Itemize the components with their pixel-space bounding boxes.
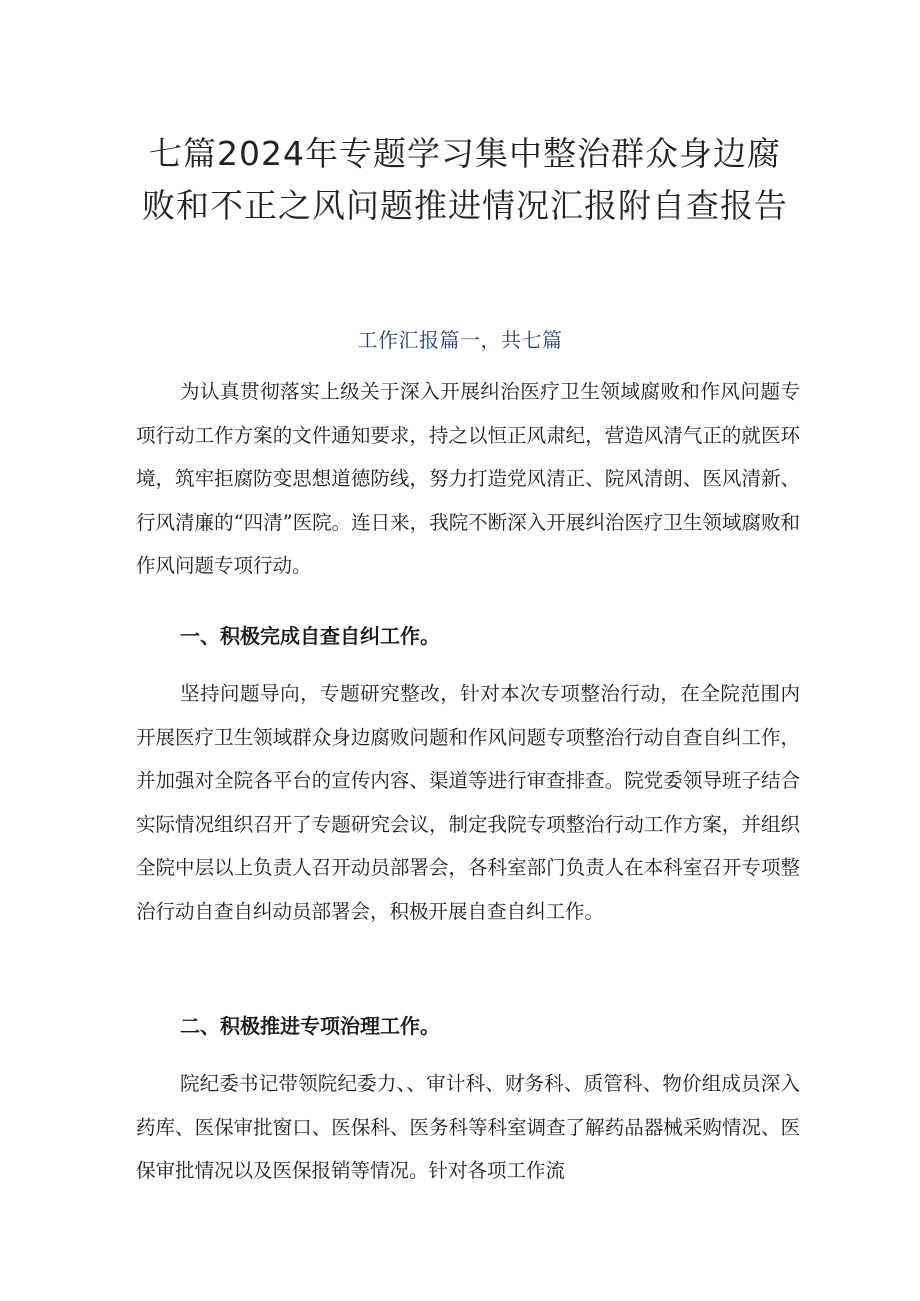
document-subtitle: 工作汇报篇一，共七篇	[357, 328, 563, 352]
section-heading-1: 一、积极完成自查自纠工作。	[180, 624, 440, 648]
section-heading-2: 二、积极推进专项治理工作。	[180, 1014, 440, 1038]
paragraph-intro: 为认真贯彻落实上级关于深入开展纠治医疗卫生领域腐败和作风问题专项行动工作方案的文件通知要求，持之以恒正风肃纪，营造风清气正的就医环境，筑牢拒腐防变思想道德防线，努力打造党风清正、院风清朗、医风清新、行风清廉的“四清”医院。连日来，我院不断深入开展纠治医疗卫生领域腐败和作风问题专项行动。	[136, 380, 800, 577]
paragraph-section-2: 院纪委书记带领院纪委力、、审计科、财务科、质管科、物价组成员深入药库、医保审批窗口、医保科、医务科等科室调查了解药品器械采购情况、医保审批情况以及医保报销等情况。针对各项工作流	[136, 1072, 800, 1182]
document-title: 七篇2024年专题学习集中整治群众身边腐败和不正之风问题推进情况汇报附自查报告	[142, 134, 788, 226]
paragraph-section-1: 坚持问题导向，专题研究整改，针对本次专项整治行动，在全院范围内开展医疗卫生领域群众身边腐败问题和作风问题专项整治行动自查自纠工作，并加强对全院各平台的宣传内容、渠道等进行审查排查。院党委领导班子结合实际情况组织召开了专题研究会议，制定我院专项整治行动工作方案，并组织全院中层以上负责人召开动员部署会，各科室部门负责人在本科室召开专项整治行动自查自纠动员部署会，积极开展自查自纠工作。	[136, 682, 800, 923]
